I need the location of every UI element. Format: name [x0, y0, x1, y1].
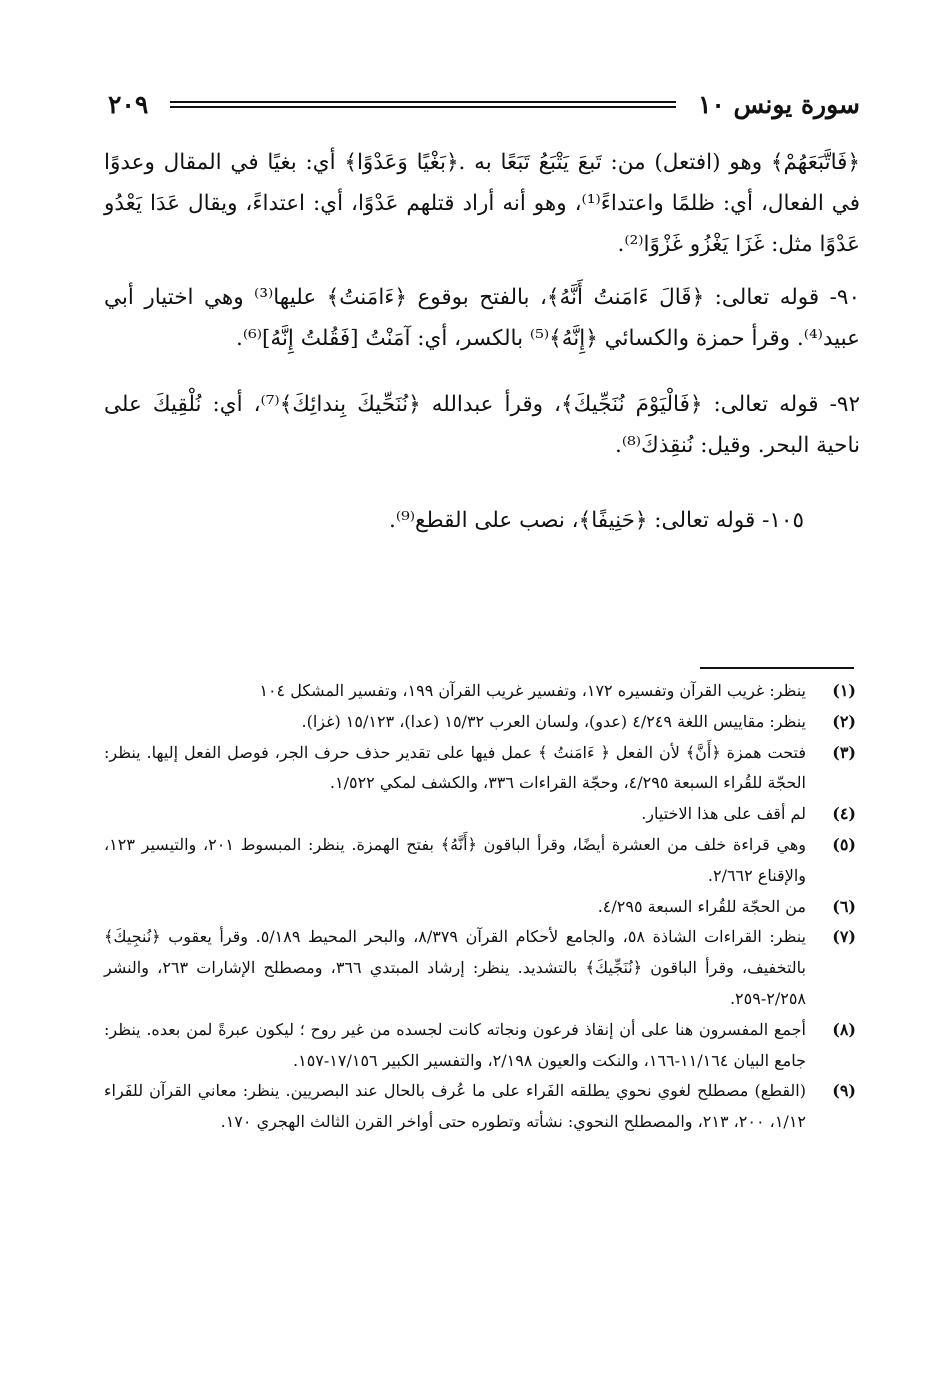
footnote-text: لم أقف على هذا الاختيار. — [641, 804, 806, 824]
footnotes — [104, 676, 856, 1138]
footnote-item — [104, 1015, 856, 1077]
footnote-text: وهي قراءة خلف من العشرة أيضًا، وقرأ الباقون ﴿أَنَّهُ﴾ بفتح الهمزة. ينظر: المبسوط ٢٠١، والتيسير ١٢٣، والإقناع ٢/٦٦٢. — [104, 834, 806, 885]
header-rule-bottom — [170, 106, 676, 108]
paragraph-verse-90: ٩٠- قوله تعالى: ﴿قَالَ ءَامَنتُ أَنَّهُ﴾، بالفتح بوقوع ﴿ءَامَنتُ﴾ عليها⁽³⁾ وهي اختيار أبي عبيد⁽⁴⁾. وقرأ حمزة والكسائي ﴿إِنَّهُ﴾⁽⁵⁾ بالكسر، أي: آمَنْتُ [فَقُلتُ إِنَّهُ]⁽⁶⁾. — [104, 285, 860, 351]
footnote-number: (١) — [832, 681, 856, 700]
footnote-text: ينظر: مقاييس اللغة ٤/٢٤٩ (عدو)، ولسان العرب ١٥/٣٢ (عدا)، ١٥/١٢٣ (غزا). — [301, 711, 806, 731]
footnote-item — [104, 676, 856, 707]
footnote-item — [104, 738, 856, 800]
footnote-number: (٢) — [832, 711, 856, 731]
header-rule-top — [170, 101, 676, 103]
page-number: ٢٠٩ — [108, 89, 149, 119]
running-title: سورة يونس ١٠ — [697, 89, 860, 119]
footnote-item — [104, 707, 856, 738]
main-text — [104, 142, 860, 541]
footnote-number: (٨) — [832, 1019, 856, 1039]
footnote-number: (٥) — [832, 834, 856, 854]
footnote-text: أجمع المفسرون هنا على أن إنقاذ فرعون ونجاته كانت لجسده من غير روح ؛ ليكون عبرةً لمن بعده. ينظر: جامع البيان ١١/١٦٤-١٦٦، والنكت والعيون ٢/١٩٨، والتفسير الكبير ١٧/١٥٦-١٥٧. — [104, 1019, 806, 1070]
footnote-text: ينظر: القراءات الشاذة ٥٨، والجامع لأحكام القرآن ٨/٣٧٩، والبحر المحيط ٥/١٨٩. وقرأ يعقوب ﴿نُنجِيكَ﴾ بالتخفيف، وقرأ الباقون ﴿نُنَجِّيكَ﴾ بالتشديد. ينظر: إرشاد المبتدي ٣٦٦، ومصطلح الإشارات ٢٦٣، والنشر ٢/٢٥٨-٢٥٩. — [104, 927, 807, 1008]
footnote-text: ينظر: غريب القرآن وتفسيره ١٧٢، وتفسير غريب القرآن ١٩٩، وتفسير المشكل ١٠٤ — [259, 681, 806, 700]
footnote-item — [104, 1076, 856, 1138]
footnote-item — [104, 799, 856, 830]
footnote-number: (٣) — [832, 742, 856, 762]
footnote-number: (٤) — [832, 804, 856, 824]
footnote-separator — [700, 667, 854, 669]
footnote-item — [104, 922, 856, 1014]
footnote-item — [104, 892, 856, 923]
header-double-rule — [170, 101, 676, 108]
footnote-number: (٦) — [832, 896, 856, 916]
paragraph-verse-92: ٩٢- قوله تعالى: ﴿فَالْيَوْمَ نُنَجِّيكَ﴾، وقرأ عبدالله ﴿نُنَحِّيكَ بِندائِكَ﴾⁽⁷⁾، أي: نُلْقِيكَ على ناحية البحر. وقيل: نُنقِذكَ⁽⁸⁾. — [104, 392, 860, 458]
footnote-text: فتحت همزة ﴿أَنَّ﴾ لأن الفعل ﴿ ءَامَنتُ ﴾ عمل فيها على تقدير حذف حرف الجر، فوصل الفعل إليها. ينظر: الحجّة للقُراء السبعة ٤/٢٩٥، وحجّة القراءات ٣٣٦، والكشف لمكي ١/٥٢٢. — [104, 742, 806, 793]
footnote-item — [104, 830, 856, 892]
footnote-number: (٧) — [832, 927, 856, 947]
footnote-text: من الحجّة للقُراء السبعة ٤/٢٩٥. — [597, 896, 806, 916]
paragraph-intro: ﴿فَاتَّبَعَهُمْ﴾ وهو (افتعل) من: تَبعَ يَتْبَعُ تَبَعًا به .﴿بَغْيًا وَعَدْوًا﴾ أي: بغيًا في المقال وعدوًا في الفعال، أي: ظلمًا واعتداءً⁽¹⁾، وهو أنه أراد قتلهم عَدْوًا، أي: اعتداءً، ويقال عَدَا يَعْدُو عَدْوًا مثل: غَزَا يَغْزُو غَزْوًا⁽²⁾. — [104, 150, 860, 257]
footnote-text: (القطع) مصطلح لغوي نحوي يطلقه الفَراء على ما عُرف بالحال عند البصريين. ينظر: معاني القرآن للفَراء ١/١٢، ٢٠٠، ٢١٣، والمصطلح النحوي: نشأته وتطوره حتى أواخر القرن الثالث الهجري ١٧٠. — [104, 1081, 806, 1132]
page-header — [108, 86, 860, 122]
footnote-number: (٩) — [832, 1081, 856, 1101]
paragraph-verse-105: ١٠٥- قوله تعالى: ﴿حَنِيفًا﴾، نصب على القطع⁽⁹⁾. — [389, 508, 804, 533]
